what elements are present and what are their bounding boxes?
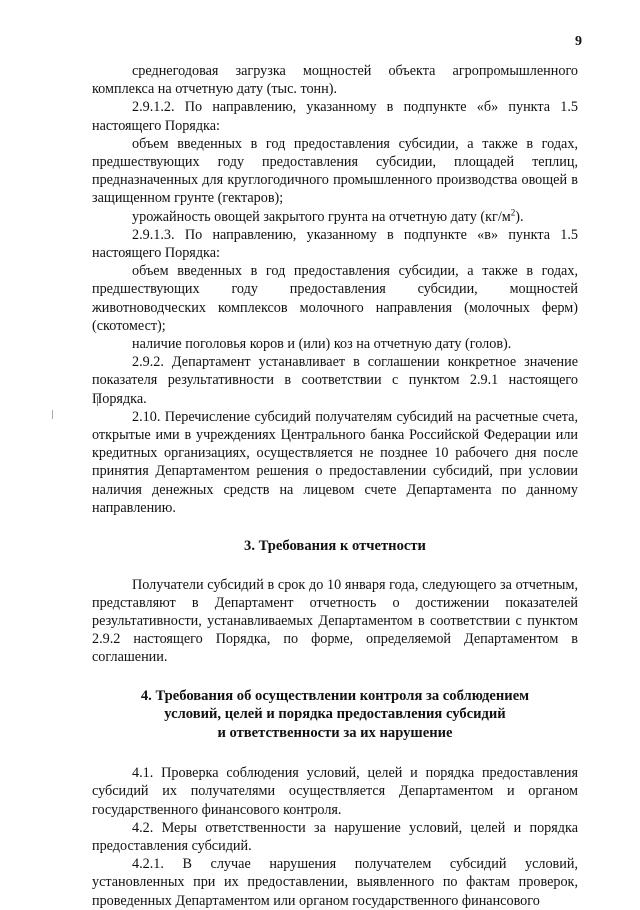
section-4-title-line: и ответственности за их нарушение: [217, 724, 453, 741]
page-number: 9: [575, 34, 582, 49]
paragraph-text: урожайность овощей закрытого грунта на отчетную дату (кг/м: [132, 208, 511, 225]
document-body: [92, 62, 578, 910]
paragraph: среднегодовая загрузка мощностей объекта агропромышленного комплекса на отчетную дату (тыс. тонн).: [92, 63, 578, 98]
superscript: 2: [510, 206, 516, 217]
section-3-title: 3. Требования к отчетности: [244, 538, 426, 555]
paragraph: 2.9.1.2. По направлению, указанному в подпункте «б» пункта 1.5 настоящего Порядка:: [92, 99, 578, 134]
paragraph: 2.9.1.3. По направлению, указанному в подпункте «в» пункта 1.5 настоящего Порядка:: [92, 226, 578, 262]
paragraph: 2.9.2. Департамент устанавливает в соглашении конкретное значение показателя результативности в соответствии с пунктом 2.9.1 настоящего Порядка.: [92, 354, 578, 407]
section-4-title-line: 4. Требования об осуществлении контроля за соблюдением: [140, 687, 530, 704]
margin-mark: [52, 410, 53, 419]
paragraph: [92, 208, 578, 226]
paragraph-tail: ).: [515, 208, 524, 225]
section-4-title-line: условий, целей и порядка предоставления субсидий: [164, 706, 506, 723]
paragraph: 4.2.1. В случае нарушения получателем субсидий условий, установленных при их предоставлении, выявленного по фактам проверок, проведенных Департаментом или органом государственного финансового: [92, 856, 578, 909]
paragraph: объем введенных в год предоставления субсидии, а также в годах, предшествующих году предоставления субсидии, мощностей животноводческих комплексов молочного направления (молочных ферм) (скотомест);: [92, 263, 578, 334]
paragraph: 4.2. Меры ответственности за нарушение условий, целей и порядка предоставления субсидий.: [92, 819, 578, 854]
paragraph: 2.10. Перечисление субсидий получателям субсидий на расчетные счета, открытые ими в учреждениях Центрального банка Российской Федерации или кредитных организациях, осуществляется не позднее 10 рабочего дня после принятия Департаментом решения о предоставлении субсидий, при условии наличия денежных средств на лицевом счете Департамента по данному направлению.: [92, 408, 578, 516]
paragraph: наличие поголовья коров и (или) коз на отчетную дату (голов).: [132, 336, 512, 353]
section-4-title: [92, 687, 578, 743]
paragraph: 4.1. Проверка соблюдения условий, целей и порядка предоставления субсидий их получателями осуществляется Департаментом и органом государственного финансового контроля.: [92, 765, 578, 818]
paragraph: Получатели субсидий в срок до 10 января года, следующего за отчетным, представляют в Департамент отчетность о достижении показателей результативности, устанавливаемых Департаментом в соответствии с пунктом 2.9.2 настоящего Порядка, по форме, определяемой Департаментом в соглашении.: [92, 576, 578, 666]
paragraph: объем введенных в год предоставления субсидии, а также в годах, предшествующих году предоставления субсидии, площадей теплиц, предназначенных для круглогодичного промышленного производства овощей в защищенном грунте (гектаров);: [92, 135, 578, 207]
